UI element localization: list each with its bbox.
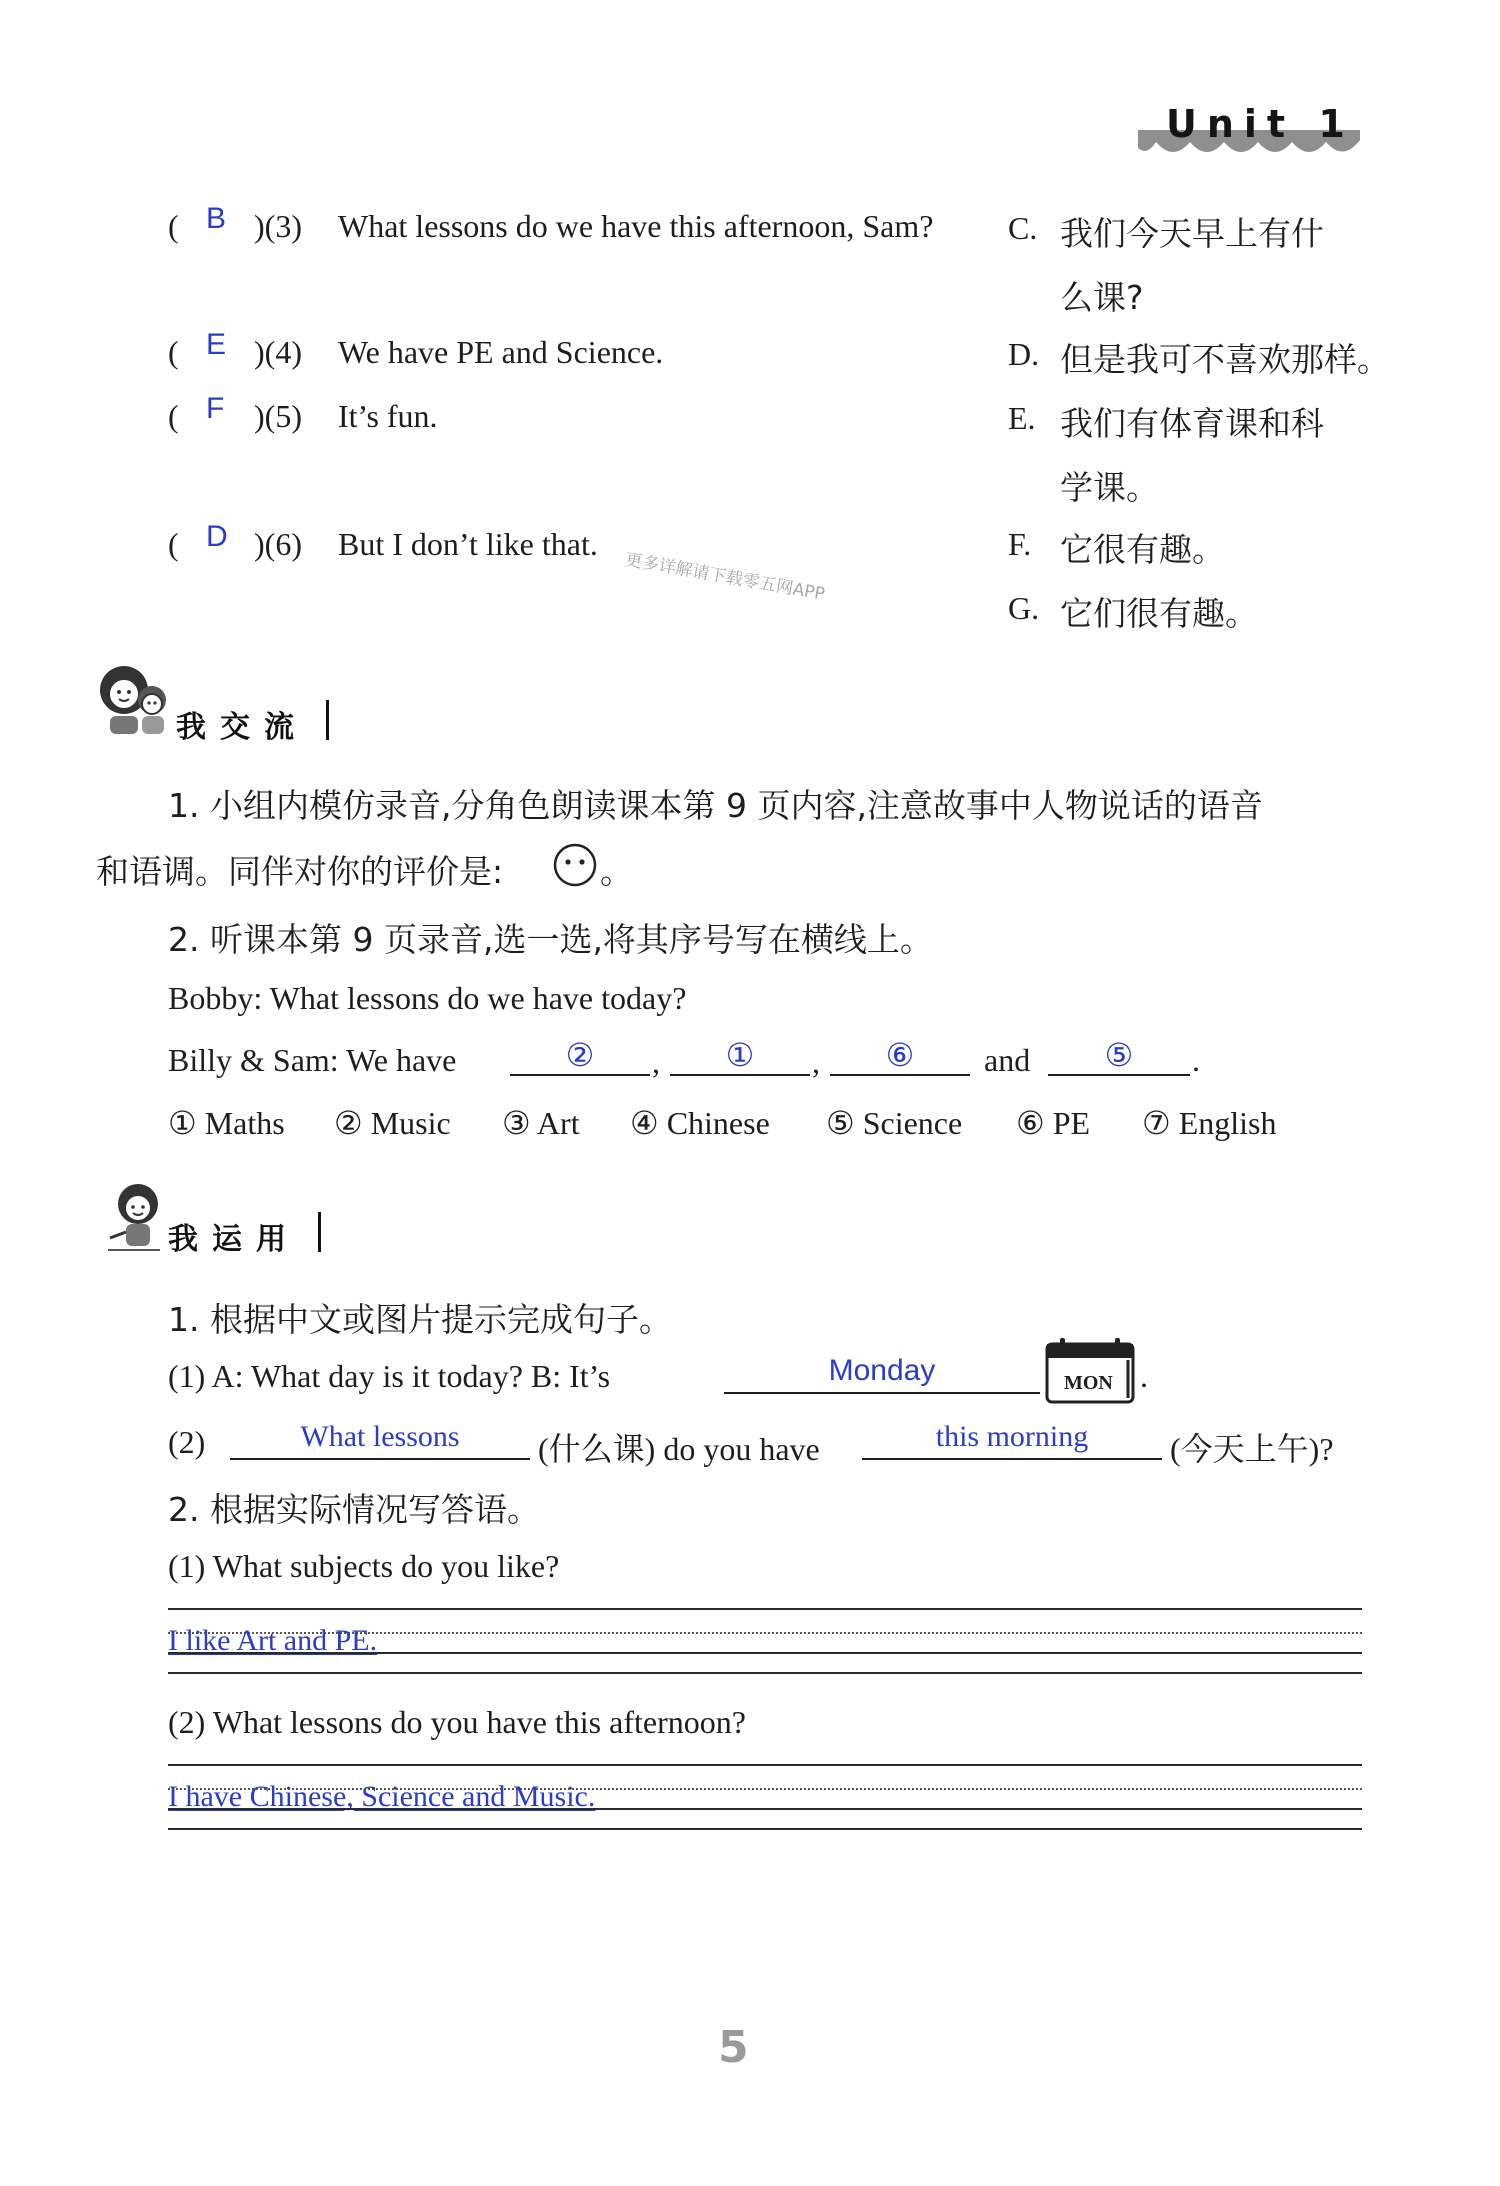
blank-answer: ⑥ (885, 1037, 915, 1073)
and-word: and (984, 1042, 1031, 1078)
option-letter: E. (1008, 400, 1036, 436)
watermark-text: 更多详解请下载零五网APP (623, 549, 827, 605)
page-number: 5 (718, 2022, 749, 2073)
choice-item: ③ Art (502, 1105, 580, 1141)
writing-rule (168, 1808, 1362, 1810)
period: . (1192, 1042, 1200, 1078)
apply-q1-2-num: (2) (168, 1424, 206, 1460)
answer-blank[interactable] (862, 1420, 1162, 1460)
answer-blank[interactable] (724, 1354, 1040, 1394)
answer-blank[interactable] (670, 1036, 810, 1076)
item-text: But I don’t like that. (338, 526, 598, 562)
section-title-apply: 我运用 (168, 1222, 300, 1257)
paren-open: ( (168, 334, 179, 370)
section-title-bar (326, 700, 329, 740)
answer-blank[interactable] (830, 1036, 970, 1076)
paren-open: ( (168, 208, 179, 244)
option-text: 我们今天早上有什 (1060, 214, 1324, 253)
apply-q1-1-prefix: (1) A: What day is it today? B: It’s (168, 1358, 611, 1394)
section-title-bar (318, 1212, 321, 1252)
communicate-q2-line: 2. 听课本第 9 页录音,选一选,将其序号写在横线上。 (168, 920, 933, 959)
option-text: 它们很有趣。 (1060, 594, 1258, 633)
apply-q1-2-mid: (什么课) do you have (538, 1431, 820, 1467)
answer-blank[interactable] (510, 1036, 650, 1076)
choice-item: ② Music (334, 1105, 451, 1141)
writing-rule (168, 1828, 1362, 1830)
bobby-line: Bobby: What lessons do we have today? (168, 980, 687, 1016)
answer-blank[interactable] (230, 1420, 530, 1460)
choice-item: ⑥ PE (1016, 1105, 1091, 1141)
blank-answer: ⑤ (1104, 1037, 1134, 1073)
choice-item: ① Maths (168, 1105, 285, 1141)
child-mascot-icon (100, 1178, 170, 1258)
written-answer[interactable]: I like Art and PE. (168, 1624, 378, 1657)
item-number: )(6) (254, 526, 302, 562)
apply-q1-1-end: . (1140, 1358, 1148, 1394)
choice-item: ⑤ Science (826, 1105, 963, 1141)
writing-rule (168, 1652, 1362, 1654)
answer-blank[interactable] (1048, 1036, 1190, 1076)
choice-item: ⑦ English (1142, 1105, 1277, 1141)
blank-answer: What lessons (300, 1420, 460, 1453)
answer-letter: F (206, 392, 225, 425)
unit-banner (1138, 100, 1360, 160)
item-number: )(4) (254, 334, 302, 370)
paren-open: ( (168, 526, 179, 562)
writing-rule (168, 1672, 1362, 1674)
blank-answer: Monday (828, 1354, 936, 1387)
comma: , (652, 1044, 660, 1080)
neutral-face-icon (552, 842, 598, 888)
answer-letter: B (206, 202, 227, 235)
item-text: What lessons do we have this afternoon, Sam? (338, 208, 934, 244)
blank-answer: ② (565, 1037, 595, 1073)
apply-q2-1-question: (1) What subjects do you like? (168, 1548, 560, 1584)
communicate-q1-line1: 1. 小组内模仿录音,分角色朗读课本第 9 页内容,注意故事中人物说话的语音 (168, 786, 1263, 825)
option-text: 学课。 (1060, 468, 1159, 507)
answer-letter: E (206, 328, 227, 361)
option-letter: F. (1008, 526, 1032, 562)
item-number: )(3) (254, 208, 302, 244)
section-title-communicate: 我交流 (176, 710, 308, 745)
option-text: 它很有趣。 (1060, 530, 1225, 569)
option-text: 么课? (1060, 278, 1144, 317)
apply-q2-heading: 2. 根据实际情况写答语。 (168, 1490, 540, 1529)
item-number: )(5) (254, 398, 302, 434)
comma: , (812, 1044, 820, 1080)
billy-prefix: Billy & Sam: We have (168, 1042, 457, 1078)
writing-rule (168, 1608, 1362, 1610)
unit-label: Unit 1 (1166, 102, 1355, 146)
item-text: It’s fun. (338, 398, 438, 434)
option-letter: C. (1008, 210, 1038, 246)
option-letter: D. (1008, 336, 1040, 372)
apply-q1-2-end: (今天上午)? (1170, 1431, 1334, 1467)
paren-open: ( (168, 398, 179, 434)
option-text: 我们有体育课和科 (1060, 404, 1324, 443)
blank-answer: ① (725, 1037, 755, 1073)
apply-q1-heading: 1. 根据中文或图片提示完成句子。 (168, 1300, 672, 1339)
blank-answer: this morning (935, 1420, 1089, 1453)
written-answer[interactable]: I have Chinese, Science and Music. (168, 1780, 596, 1813)
communicate-q1-line2: 和语调。同伴对你的评价是: (96, 852, 504, 891)
calendar-label: MON (1064, 1372, 1113, 1394)
writing-rule (168, 1764, 1362, 1766)
option-text: 但是我可不喜欢那样。 (1060, 340, 1390, 379)
apply-q2-2-question: (2) What lessons do you have this afternoon? (168, 1704, 746, 1740)
answer-letter: D (206, 520, 228, 553)
calendar-icon (1044, 1336, 1136, 1406)
communicate-q1-end: 。 (600, 852, 633, 891)
choice-item: ④ Chinese (630, 1105, 770, 1141)
kids-mascot-icon (94, 660, 176, 740)
option-letter: G. (1008, 590, 1040, 626)
item-text: We have PE and Science. (338, 334, 664, 370)
